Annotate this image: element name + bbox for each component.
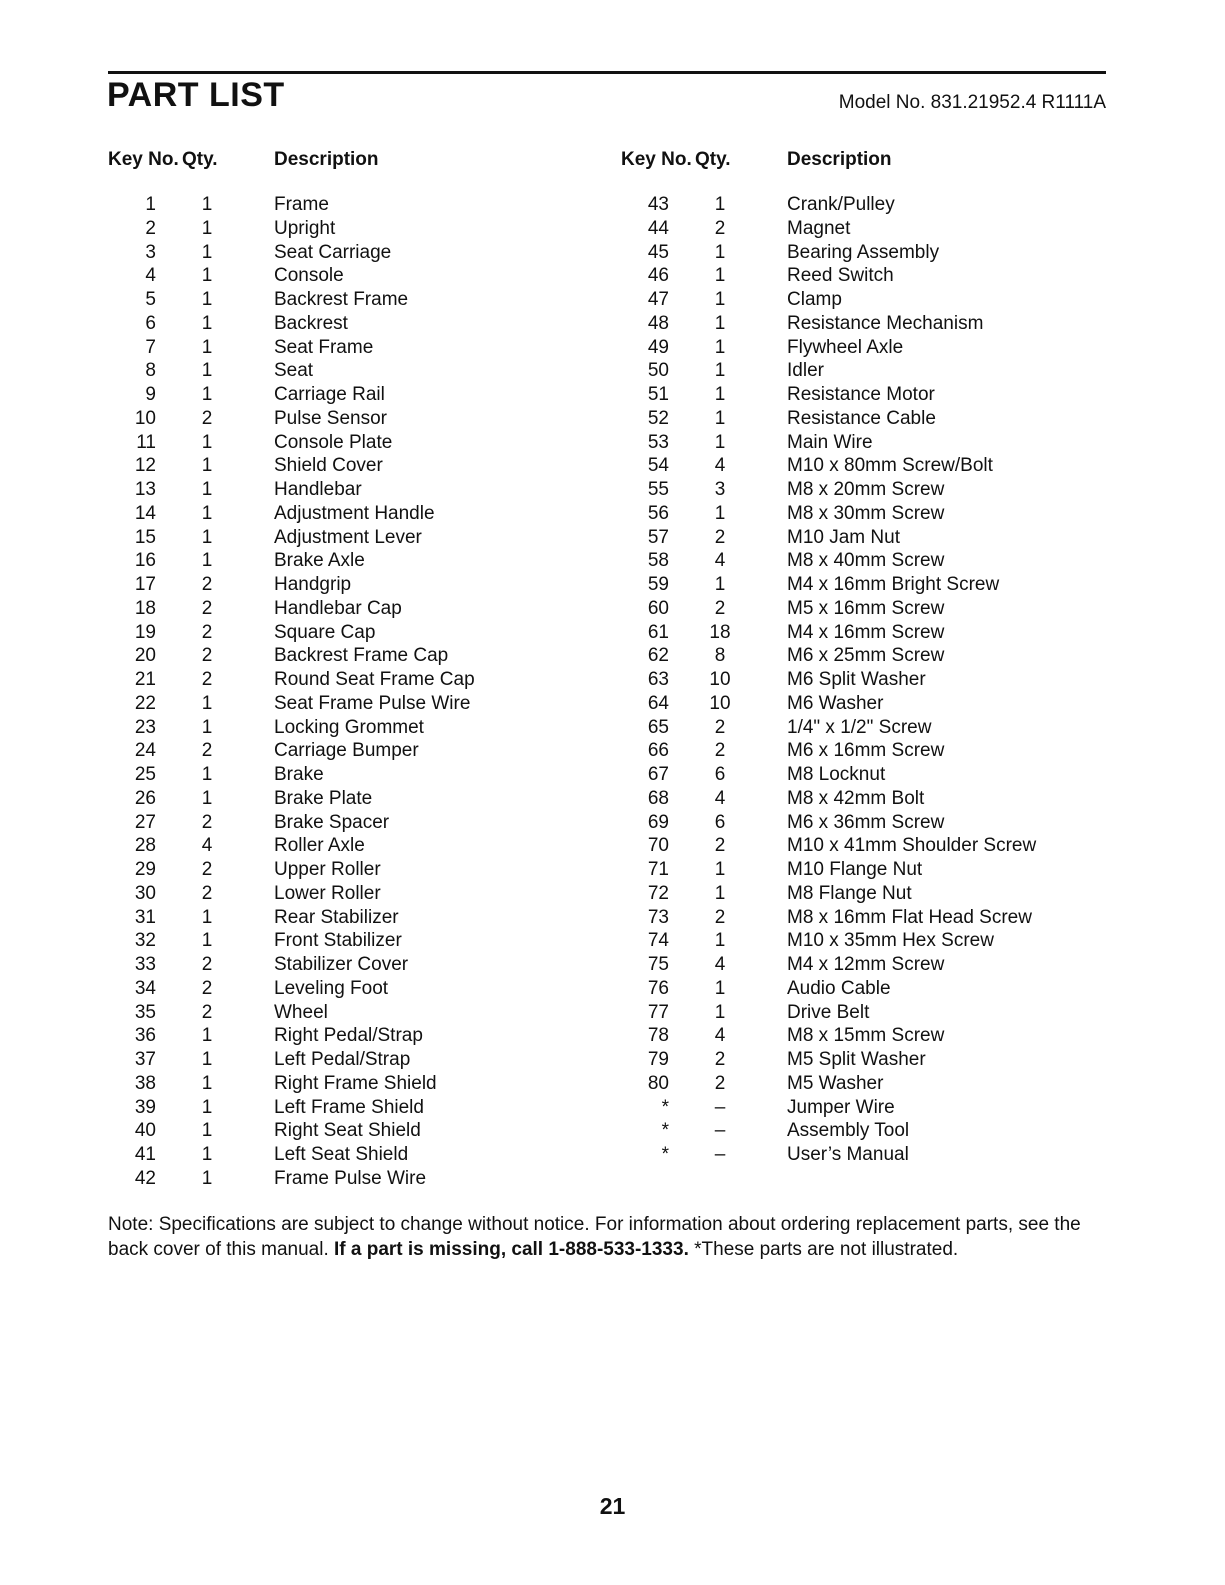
part-key-no: 52 bbox=[647, 407, 669, 429]
part-key-no: 20 bbox=[134, 645, 156, 667]
part-qty: 1 bbox=[201, 289, 213, 310]
part-key-no: 74 bbox=[647, 930, 669, 952]
part-key-no: 8 bbox=[145, 360, 156, 382]
part-key-no: 6 bbox=[145, 312, 156, 334]
part-qty: 1 bbox=[714, 977, 726, 999]
part-key-no: 21 bbox=[134, 669, 156, 690]
model-number: Model No. 831.21952.4 R1111A bbox=[838, 92, 1106, 113]
part-description: M6 x 25mm Screw bbox=[787, 645, 945, 667]
part-qty: 1 bbox=[201, 1167, 213, 1189]
part-description: M5 x 16mm Screw bbox=[787, 597, 945, 619]
part-key-no: 73 bbox=[647, 906, 669, 928]
part-description: M6 Split Washer bbox=[787, 669, 926, 690]
part-description: Main Wire bbox=[787, 431, 873, 453]
part-qty: 2 bbox=[714, 1049, 726, 1070]
part-description: Roller Axle bbox=[274, 835, 365, 857]
part-description: Locking Grommet bbox=[274, 716, 424, 738]
part-qty: 1 bbox=[714, 312, 726, 334]
part-key-no: 75 bbox=[647, 954, 669, 975]
part-key-no: 49 bbox=[647, 336, 669, 358]
part-key-no: * bbox=[661, 1120, 669, 1142]
part-description: Backrest Frame Cap bbox=[274, 645, 449, 667]
part-description: M4 x 12mm Screw bbox=[787, 954, 945, 975]
part-key-no: 18 bbox=[134, 597, 156, 619]
part-qty: 2 bbox=[201, 882, 213, 904]
part-qty: 1 bbox=[201, 1144, 213, 1165]
part-qty: 1 bbox=[201, 1096, 213, 1118]
part-description: Left Frame Shield bbox=[274, 1096, 424, 1118]
part-description: M4 x 16mm Screw bbox=[787, 621, 945, 643]
part-key-no: 72 bbox=[647, 882, 669, 904]
part-description: M6 x 36mm Screw bbox=[787, 811, 945, 833]
part-key-no: 5 bbox=[145, 289, 156, 310]
part-key-no: 27 bbox=[134, 811, 156, 833]
note-text: Note: Specifications are subject to change without notice. For information about ordering replacement parts, see the back cover of this manual. bbox=[108, 1214, 1081, 1260]
part-key-no: 3 bbox=[145, 241, 156, 263]
part-key-no: 58 bbox=[647, 550, 669, 572]
part-key-no: 26 bbox=[134, 787, 156, 809]
part-key-no: 78 bbox=[647, 1025, 669, 1047]
part-qty: 2 bbox=[714, 526, 726, 548]
part-qty: 1 bbox=[201, 265, 213, 287]
part-key-no: 32 bbox=[134, 930, 156, 952]
part-key-no: 57 bbox=[647, 526, 669, 548]
part-qty: 10 bbox=[709, 669, 731, 690]
part-description: Shield Cover bbox=[274, 455, 383, 477]
part-description: M10 x 35mm Hex Screw bbox=[787, 930, 994, 952]
part-qty: 2 bbox=[201, 645, 213, 667]
part-qty: 1 bbox=[714, 574, 726, 595]
part-qty: 1 bbox=[714, 289, 726, 310]
part-description: Carriage Rail bbox=[274, 384, 385, 405]
part-qty: 1 bbox=[714, 502, 726, 524]
part-key-no: 42 bbox=[134, 1167, 156, 1189]
part-description: M8 Locknut bbox=[787, 764, 886, 785]
part-description: Seat Frame bbox=[274, 336, 374, 358]
part-key-no: 33 bbox=[134, 954, 156, 975]
part-key-no: 29 bbox=[134, 859, 156, 880]
part-qty: 1 bbox=[201, 384, 213, 405]
part-qty: 2 bbox=[201, 621, 213, 643]
header-key-no: Key No. bbox=[108, 149, 179, 170]
part-key-no: 16 bbox=[134, 550, 156, 572]
part-key-no: 1 bbox=[145, 194, 156, 215]
part-description: M8 x 16mm Flat Head Screw bbox=[787, 906, 1032, 928]
part-description: Clamp bbox=[787, 289, 842, 310]
part-description: M8 x 15mm Screw bbox=[787, 1025, 945, 1047]
part-qty: 2 bbox=[201, 954, 213, 975]
part-description: Seat Carriage bbox=[274, 241, 392, 263]
part-description: M6 Washer bbox=[787, 692, 884, 714]
part-qty: 1 bbox=[201, 217, 213, 239]
part-qty: 4 bbox=[714, 1025, 726, 1047]
part-key-no: 67 bbox=[647, 764, 669, 785]
part-description: M8 x 42mm Bolt bbox=[787, 787, 925, 809]
part-description: Crank/Pulley bbox=[787, 194, 895, 215]
part-key-no: * bbox=[661, 1096, 669, 1118]
part-qty: 1 bbox=[714, 407, 726, 429]
part-qty: 1 bbox=[201, 194, 213, 215]
part-description: Brake bbox=[274, 764, 324, 785]
part-key-no: 37 bbox=[134, 1049, 156, 1070]
part-description: Jumper Wire bbox=[787, 1096, 895, 1118]
part-key-no: 40 bbox=[134, 1120, 156, 1142]
part-key-no: 45 bbox=[647, 241, 669, 263]
part-description: Handlebar bbox=[274, 479, 362, 500]
part-key-no: 80 bbox=[647, 1072, 669, 1094]
part-description: M8 x 30mm Screw bbox=[787, 502, 945, 524]
part-qty: 4 bbox=[201, 835, 213, 857]
part-qty: 4 bbox=[714, 787, 726, 809]
part-key-no: * bbox=[661, 1144, 669, 1165]
part-qty: 1 bbox=[714, 384, 726, 405]
part-qty: 2 bbox=[201, 977, 213, 999]
part-key-no: 77 bbox=[647, 1001, 669, 1023]
part-qty: 1 bbox=[714, 194, 726, 215]
page-title: PART LIST bbox=[107, 76, 285, 114]
part-qty: 1 bbox=[201, 479, 213, 500]
part-description: Console Plate bbox=[274, 431, 393, 453]
part-qty: 2 bbox=[714, 217, 726, 239]
part-key-no: 56 bbox=[647, 502, 669, 524]
part-key-no: 22 bbox=[134, 692, 156, 714]
part-qty: 2 bbox=[714, 597, 726, 619]
part-key-no: 12 bbox=[134, 455, 156, 477]
part-description: Pulse Sensor bbox=[274, 407, 388, 429]
part-qty: 2 bbox=[714, 716, 726, 738]
part-qty: 4 bbox=[714, 550, 726, 572]
part-qty: 1 bbox=[201, 360, 213, 382]
part-description: Left Seat Shield bbox=[274, 1144, 409, 1165]
page-number: 21 bbox=[599, 1493, 626, 1519]
part-key-no: 7 bbox=[145, 336, 156, 358]
part-key-no: 19 bbox=[134, 621, 156, 643]
part-description: M10 x 80mm Screw/Bolt bbox=[787, 455, 993, 477]
part-description: User’s Manual bbox=[787, 1144, 909, 1165]
part-key-no: 28 bbox=[134, 835, 156, 857]
part-key-no: 23 bbox=[134, 716, 156, 738]
part-qty: 2 bbox=[201, 811, 213, 833]
part-key-no: 10 bbox=[134, 407, 156, 429]
part-key-no: 11 bbox=[136, 431, 156, 453]
part-key-no: 9 bbox=[145, 384, 156, 405]
part-key-no: 4 bbox=[145, 265, 156, 287]
part-key-no: 71 bbox=[647, 859, 669, 880]
part-description: Brake Axle bbox=[274, 550, 365, 572]
part-description: Adjustment Lever bbox=[274, 526, 422, 548]
part-qty: 1 bbox=[201, 455, 213, 477]
part-description: Backrest Frame bbox=[274, 289, 409, 310]
part-description: 1/4" x 1/2" Screw bbox=[787, 716, 932, 738]
part-description: Backrest bbox=[274, 312, 348, 334]
part-description: Right Seat Shield bbox=[274, 1120, 421, 1142]
part-description: M10 Jam Nut bbox=[787, 526, 900, 548]
part-qty: 1 bbox=[201, 716, 213, 738]
part-key-no: 79 bbox=[647, 1049, 669, 1070]
part-description: M5 Washer bbox=[787, 1072, 884, 1094]
part-qty: – bbox=[714, 1096, 726, 1118]
header-qty: Qty. bbox=[182, 149, 218, 170]
part-qty: 2 bbox=[201, 597, 213, 619]
part-qty: 1 bbox=[714, 930, 726, 952]
part-key-no: 64 bbox=[647, 692, 669, 714]
part-description: M8 x 20mm Screw bbox=[787, 479, 945, 500]
part-qty: – bbox=[714, 1144, 726, 1165]
part-description: Lower Roller bbox=[274, 882, 381, 904]
part-description: Audio Cable bbox=[787, 977, 891, 999]
part-qty: 4 bbox=[714, 954, 726, 975]
part-key-no: 62 bbox=[647, 645, 669, 667]
part-qty: 2 bbox=[714, 906, 726, 928]
part-qty: 1 bbox=[201, 502, 213, 524]
part-qty: 1 bbox=[714, 241, 726, 263]
part-qty: 1 bbox=[201, 1025, 213, 1047]
part-description: Frame bbox=[274, 194, 329, 215]
part-qty: 2 bbox=[714, 740, 726, 762]
part-qty: 1 bbox=[201, 692, 213, 714]
part-qty: 1 bbox=[201, 431, 213, 453]
part-qty: 1 bbox=[714, 882, 726, 904]
part-key-no: 24 bbox=[134, 740, 156, 762]
header-qty: Qty. bbox=[695, 149, 731, 170]
part-description: Right Pedal/Strap bbox=[274, 1025, 423, 1047]
part-key-no: 60 bbox=[647, 597, 669, 619]
part-description: M10 Flange Nut bbox=[787, 859, 923, 880]
part-key-no: 15 bbox=[134, 526, 156, 548]
part-qty: 1 bbox=[201, 550, 213, 572]
part-qty: 1 bbox=[201, 1120, 213, 1142]
part-key-no: 43 bbox=[647, 194, 669, 215]
part-description: Drive Belt bbox=[787, 1001, 870, 1023]
part-qty: 1 bbox=[201, 336, 213, 358]
part-qty: 2 bbox=[201, 859, 213, 880]
part-qty: 10 bbox=[709, 692, 731, 714]
part-key-no: 38 bbox=[134, 1072, 156, 1094]
part-description: Brake Plate bbox=[274, 787, 373, 809]
part-key-no: 14 bbox=[134, 502, 156, 524]
part-description: Frame Pulse Wire bbox=[274, 1167, 427, 1189]
part-description: Leveling Foot bbox=[274, 977, 389, 999]
part-qty: 1 bbox=[201, 930, 213, 952]
part-qty: 1 bbox=[714, 859, 726, 880]
part-key-no: 47 bbox=[647, 289, 669, 310]
part-key-no: 68 bbox=[647, 787, 669, 809]
part-description: Adjustment Handle bbox=[274, 502, 435, 524]
part-description: Resistance Motor bbox=[787, 384, 935, 405]
part-key-no: 35 bbox=[134, 1001, 156, 1023]
missing-part-phone: If a part is missing, call 1-888-533-1333. bbox=[334, 1239, 689, 1260]
part-key-no: 69 bbox=[647, 811, 669, 833]
part-key-no: 51 bbox=[647, 384, 669, 405]
part-qty: 1 bbox=[201, 241, 213, 263]
part-description: Console bbox=[274, 265, 344, 287]
part-key-no: 46 bbox=[647, 265, 669, 287]
part-key-no: 48 bbox=[647, 312, 669, 334]
part-key-no: 17 bbox=[134, 574, 156, 595]
part-qty: 1 bbox=[714, 360, 726, 382]
part-qty: 1 bbox=[714, 1001, 726, 1023]
part-key-no: 2 bbox=[145, 217, 156, 239]
part-key-no: 36 bbox=[134, 1025, 156, 1047]
part-key-no: 63 bbox=[647, 669, 669, 690]
part-qty: 1 bbox=[201, 526, 213, 548]
part-qty: 1 bbox=[201, 1072, 213, 1094]
part-description: Upright bbox=[274, 217, 336, 239]
part-qty: 2 bbox=[201, 407, 213, 429]
part-description: M8 Flange Nut bbox=[787, 882, 912, 904]
part-description: Assembly Tool bbox=[787, 1120, 910, 1142]
part-qty: 2 bbox=[714, 1072, 726, 1094]
part-key-no: 70 bbox=[647, 835, 669, 857]
part-qty: 1 bbox=[201, 787, 213, 809]
part-qty: 1 bbox=[201, 764, 213, 785]
part-qty: 2 bbox=[201, 740, 213, 762]
part-description: Left Pedal/Strap bbox=[274, 1049, 411, 1070]
header-description: Description bbox=[787, 149, 892, 170]
part-description: M5 Split Washer bbox=[787, 1049, 926, 1070]
part-qty: 2 bbox=[714, 835, 726, 857]
footnote bbox=[108, 1212, 1108, 1262]
part-description: Carriage Bumper bbox=[274, 740, 419, 762]
part-key-no: 55 bbox=[647, 479, 669, 500]
header-description: Description bbox=[274, 149, 379, 170]
part-description: Right Frame Shield bbox=[274, 1072, 437, 1094]
note-not-illustrated: *These parts are not illustrated. bbox=[688, 1239, 959, 1260]
part-qty: 4 bbox=[714, 455, 726, 477]
part-key-no: 59 bbox=[647, 574, 669, 595]
part-qty: 18 bbox=[709, 621, 731, 643]
part-description: Resistance Mechanism bbox=[787, 312, 984, 334]
part-key-no: 65 bbox=[647, 716, 669, 738]
part-description: Brake Spacer bbox=[274, 811, 390, 833]
part-description: Handgrip bbox=[274, 574, 352, 595]
part-qty: 1 bbox=[201, 312, 213, 334]
part-key-no: 34 bbox=[134, 977, 156, 999]
part-description: Resistance Cable bbox=[787, 407, 936, 429]
part-key-no: 50 bbox=[647, 360, 669, 382]
part-qty: 1 bbox=[201, 906, 213, 928]
part-key-no: 30 bbox=[134, 882, 156, 904]
part-description: Rear Stabilizer bbox=[274, 906, 399, 928]
part-description: Upper Roller bbox=[274, 859, 381, 880]
part-description: Square Cap bbox=[274, 621, 376, 643]
part-description: Wheel bbox=[274, 1001, 328, 1023]
part-key-no: 31 bbox=[134, 906, 156, 928]
part-description: M8 x 40mm Screw bbox=[787, 550, 945, 572]
part-description: M6 x 16mm Screw bbox=[787, 740, 945, 762]
part-key-no: 25 bbox=[134, 764, 156, 785]
part-description: M10 x 41mm Shoulder Screw bbox=[787, 835, 1037, 857]
part-key-no: 41 bbox=[134, 1144, 156, 1165]
part-qty: 2 bbox=[201, 669, 213, 690]
part-qty: 1 bbox=[714, 336, 726, 358]
part-qty: 8 bbox=[714, 645, 726, 667]
part-description: Stabilizer Cover bbox=[274, 954, 409, 975]
part-key-no: 53 bbox=[647, 431, 669, 453]
part-key-no: 44 bbox=[647, 217, 669, 239]
part-qty: 1 bbox=[714, 265, 726, 287]
part-key-no: 13 bbox=[134, 479, 156, 500]
header-key-no: Key No. bbox=[621, 149, 692, 170]
part-qty: 2 bbox=[201, 1001, 213, 1023]
part-qty: 6 bbox=[714, 764, 726, 785]
part-description: Reed Switch bbox=[787, 265, 894, 287]
part-qty: 3 bbox=[714, 479, 726, 500]
part-qty: 1 bbox=[714, 431, 726, 453]
part-qty: 1 bbox=[201, 1049, 213, 1070]
part-description: Handlebar Cap bbox=[274, 597, 402, 619]
part-key-no: 61 bbox=[647, 621, 669, 643]
part-description: Seat bbox=[274, 360, 314, 382]
part-description: Idler bbox=[787, 360, 824, 382]
part-qty: 6 bbox=[714, 811, 726, 833]
part-description: Seat Frame Pulse Wire bbox=[274, 692, 471, 714]
part-key-no: 54 bbox=[647, 455, 669, 477]
part-qty: 2 bbox=[201, 574, 213, 595]
part-description: Front Stabilizer bbox=[274, 930, 402, 952]
part-key-no: 39 bbox=[134, 1096, 156, 1118]
part-key-no: 76 bbox=[647, 977, 669, 999]
part-description: Round Seat Frame Cap bbox=[274, 669, 475, 690]
part-description: Magnet bbox=[787, 217, 851, 239]
part-description: Bearing Assembly bbox=[787, 241, 940, 263]
part-description: M4 x 16mm Bright Screw bbox=[787, 574, 1000, 595]
part-qty: – bbox=[714, 1120, 726, 1142]
part-description: Flywheel Axle bbox=[787, 336, 904, 358]
part-key-no: 66 bbox=[647, 740, 669, 762]
